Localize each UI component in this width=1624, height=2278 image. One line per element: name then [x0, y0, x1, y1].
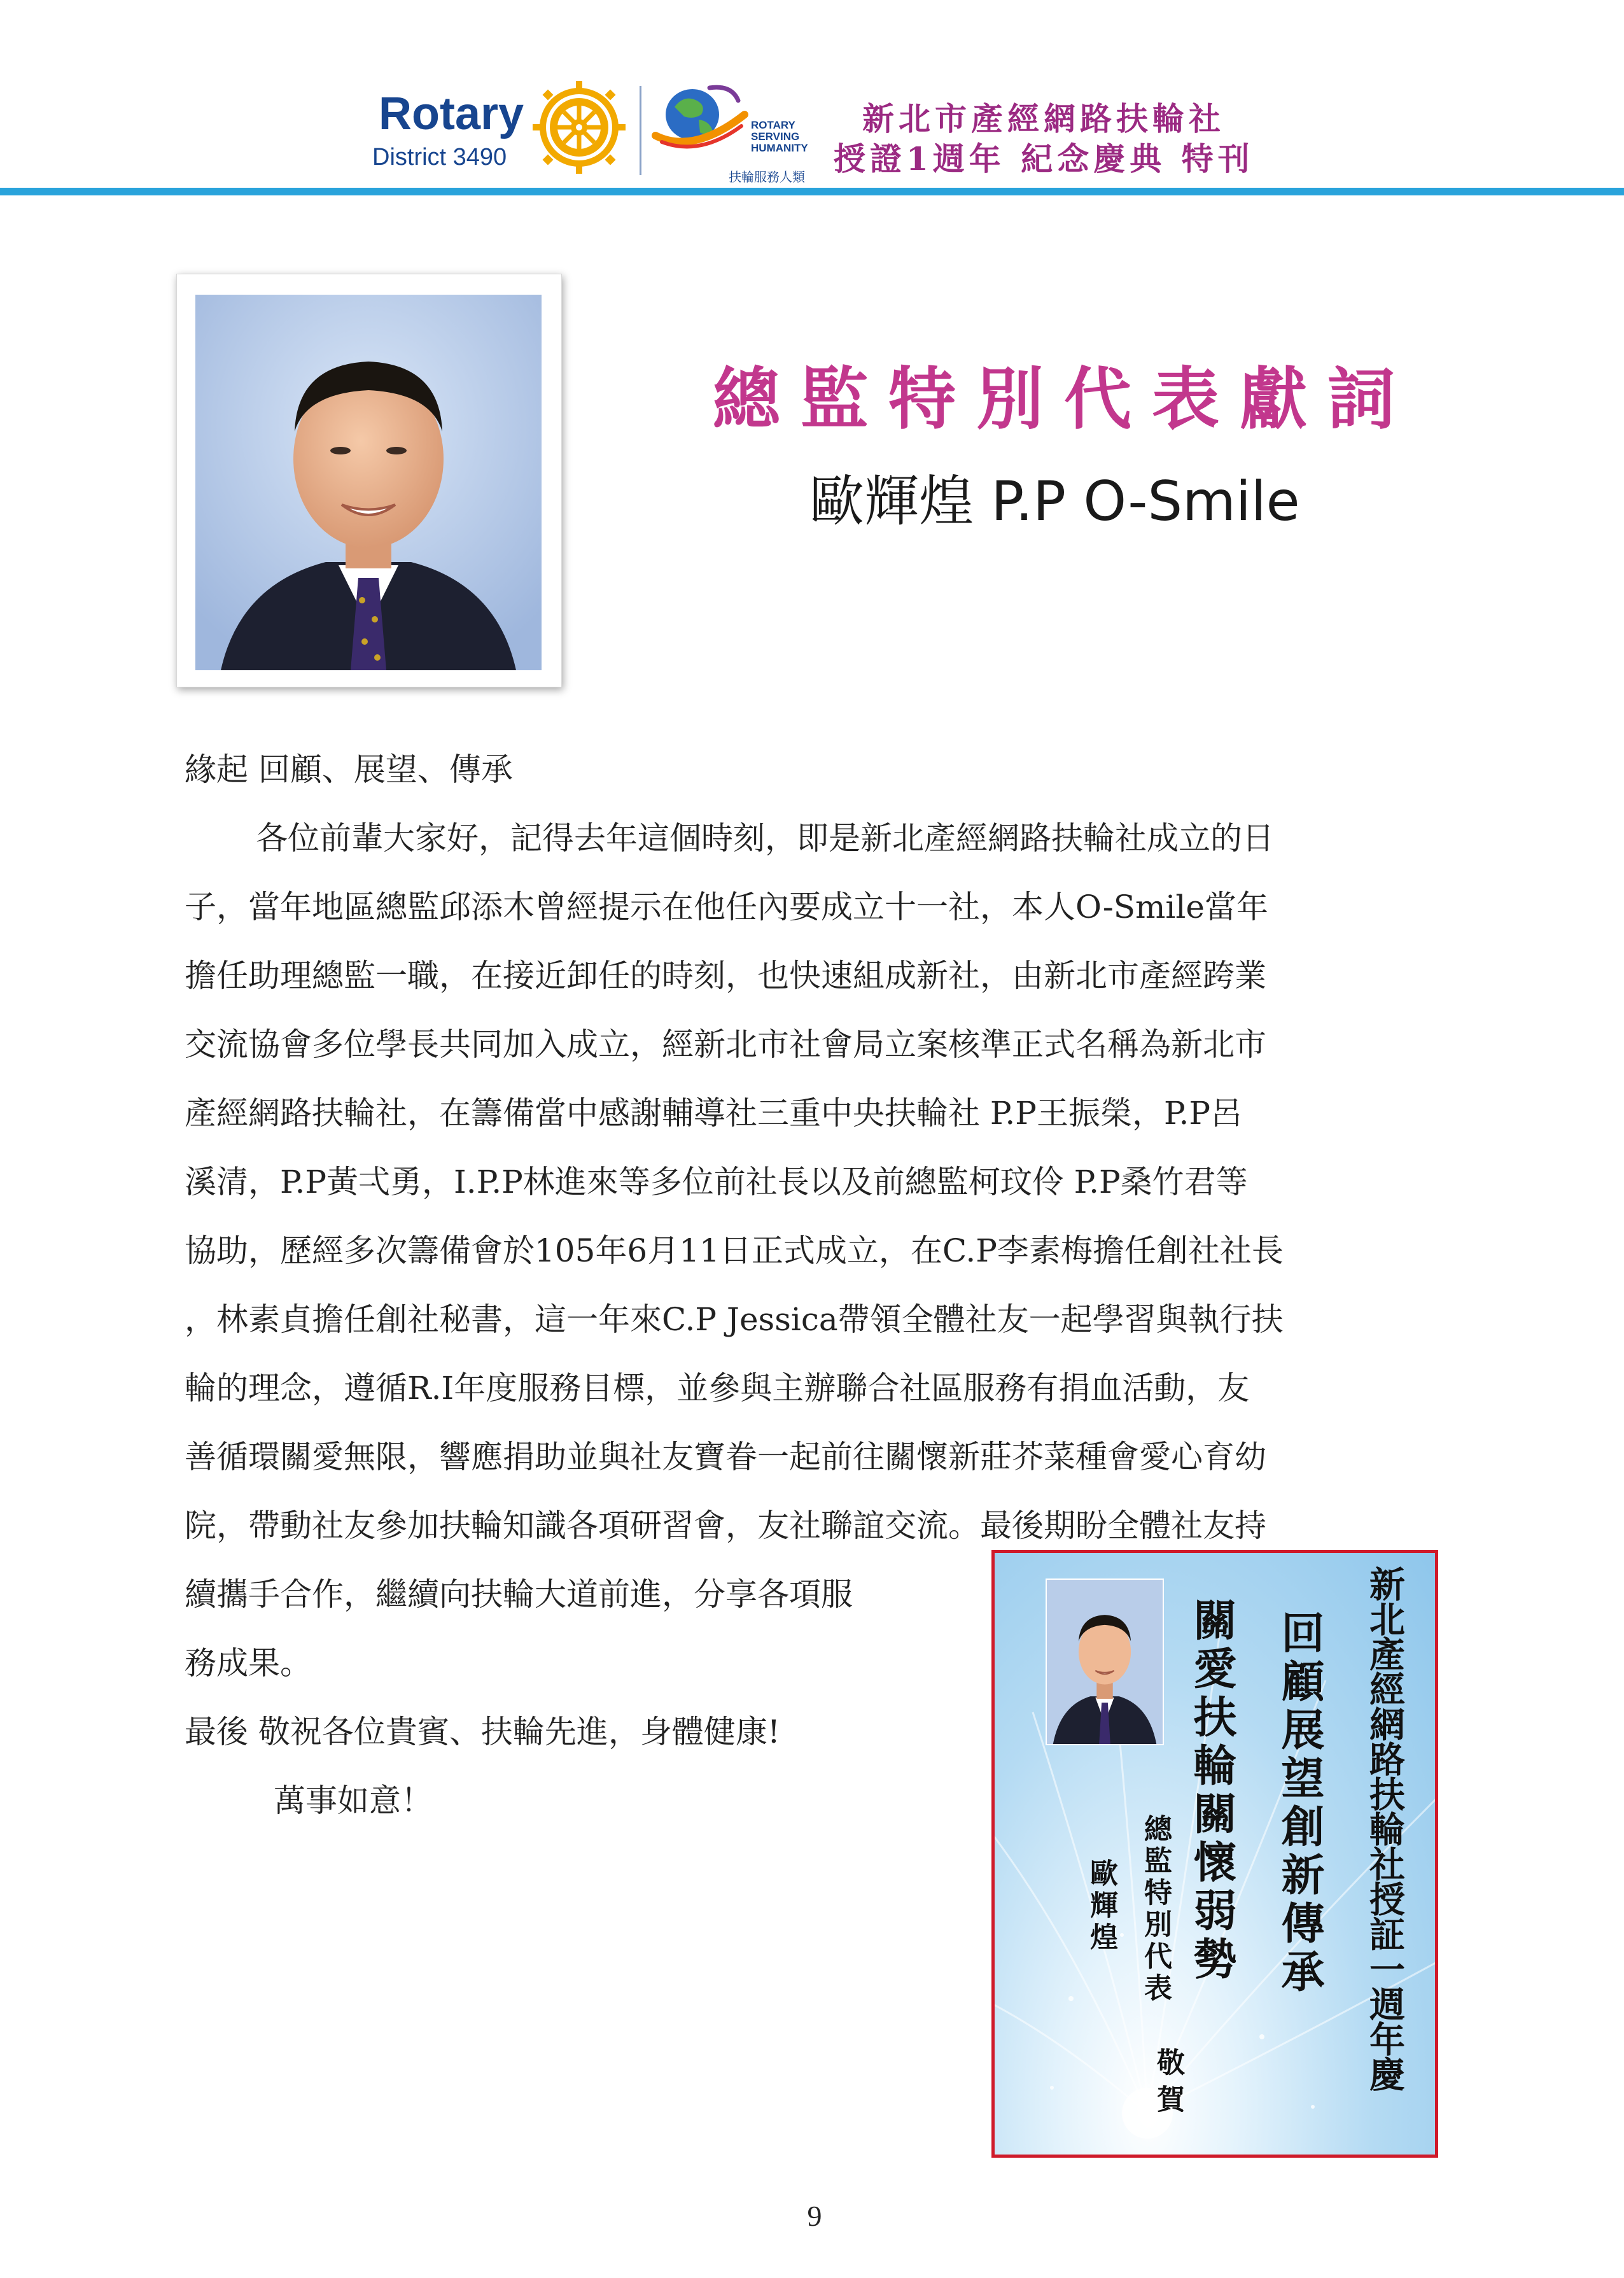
paragraph-line: 協助，歷經多次籌備會於105年6月11日正式成立，在C.P李素梅擔任創社社長	[185, 1232, 1284, 1269]
portrait-photo	[195, 295, 542, 670]
district-label: District 3490	[372, 144, 507, 171]
paragraph-line: 善循環關愛無限，響應捐助並與社友寶眷一起前往關懷新莊芥菜種會愛心育幼	[185, 1438, 1266, 1475]
paragraph-line: 子，當年地區總監邱添木曾經提示在他任內要成立十一社，本人O-Smile當年	[185, 889, 1268, 925]
card-motto-column-2: 關愛扶輪關懷弱勢	[1186, 1598, 1237, 1985]
card-signer-title: 總監特別代表	[1139, 1814, 1172, 2005]
paragraph-line: 產經網路扶輪社，在籌備當中感謝輔導社三重中央扶輪社 P.P王振榮，P.P呂	[185, 1095, 1242, 1132]
header-divider	[640, 86, 641, 175]
card-signer-name: 歐輝煌	[1085, 1859, 1117, 1954]
paragraph-line: 各位前輩大家好，記得去年這個時刻，即是新北產經網路扶輪社成立的日	[256, 820, 1274, 857]
humanity-logo-text: ROTARY SERVING HUMANITY	[751, 119, 808, 154]
paragraph-line: 輪的理念，遵循R.I年度服務目標，並參與主辦聯合社區服務有捐血活動，友	[185, 1370, 1250, 1407]
closing-line: 最後 敬祝各位貴賓、扶輪先進，身體健康!	[185, 1713, 780, 1750]
rotary-wordmark: Rotary	[379, 88, 524, 139]
card-headline-column: 新北產經網路扶輪社授証一週年慶	[1364, 1566, 1406, 2091]
paragraph-line: 擔任助理總監一職，在接近卸任的時刻，也快速組成新社，由新北市產經跨業	[185, 957, 1266, 994]
club-title-line1: 新北市產經網路扶輪社	[862, 100, 1225, 137]
humanity-logo-chinese: 扶輪服務人類	[729, 169, 805, 185]
page-number: 9	[807, 2200, 822, 2232]
page-title: 總監特別代表獻詞	[713, 360, 1415, 439]
paragraph-line: 續攜手合作，繼續向扶輪大道前進，分享各項服	[185, 1576, 853, 1613]
paragraph-line: 溪清，P.P黃弌勇，I.P.P林進來等多位前社長以及前總監柯玟伶 P.P桑竹君等	[185, 1164, 1248, 1200]
closing-line: 萬事如意！	[274, 1782, 433, 1819]
section-heading: 緣起 回顧、展望、傳承	[185, 751, 513, 788]
paragraph-line: ，林素貞擔任創社秘書，這一年來C.P Jessica帶領全體社友一起學習與執行扶	[185, 1301, 1284, 1338]
paragraph-line: 院，帶動社友參加扶輪知識各項研習會，友社聯誼交流。最後期盼全體社友持	[185, 1507, 1266, 1544]
paragraph-line: 務成果。	[185, 1645, 312, 1682]
header-rule	[0, 188, 1624, 195]
rotary-wheel-logo	[531, 80, 627, 175]
card-motto-column-1: 回顧展望創新傳承	[1274, 1610, 1325, 1997]
club-title-line2: 授證1週年 紀念慶典 特刊	[834, 140, 1254, 178]
card-portrait-photo	[1046, 1578, 1164, 1745]
rotary-serving-humanity-logo	[649, 75, 751, 158]
paragraph-line: 交流協會多位學長共同加入成立，經新北市社會局立案核準正式名稱為新北市	[185, 1026, 1266, 1063]
author-subtitle: 歐輝煌 P.P O-Smile	[809, 470, 1300, 533]
greeting-card	[991, 1550, 1438, 2158]
card-regards: 敬賀	[1152, 2048, 1184, 2121]
